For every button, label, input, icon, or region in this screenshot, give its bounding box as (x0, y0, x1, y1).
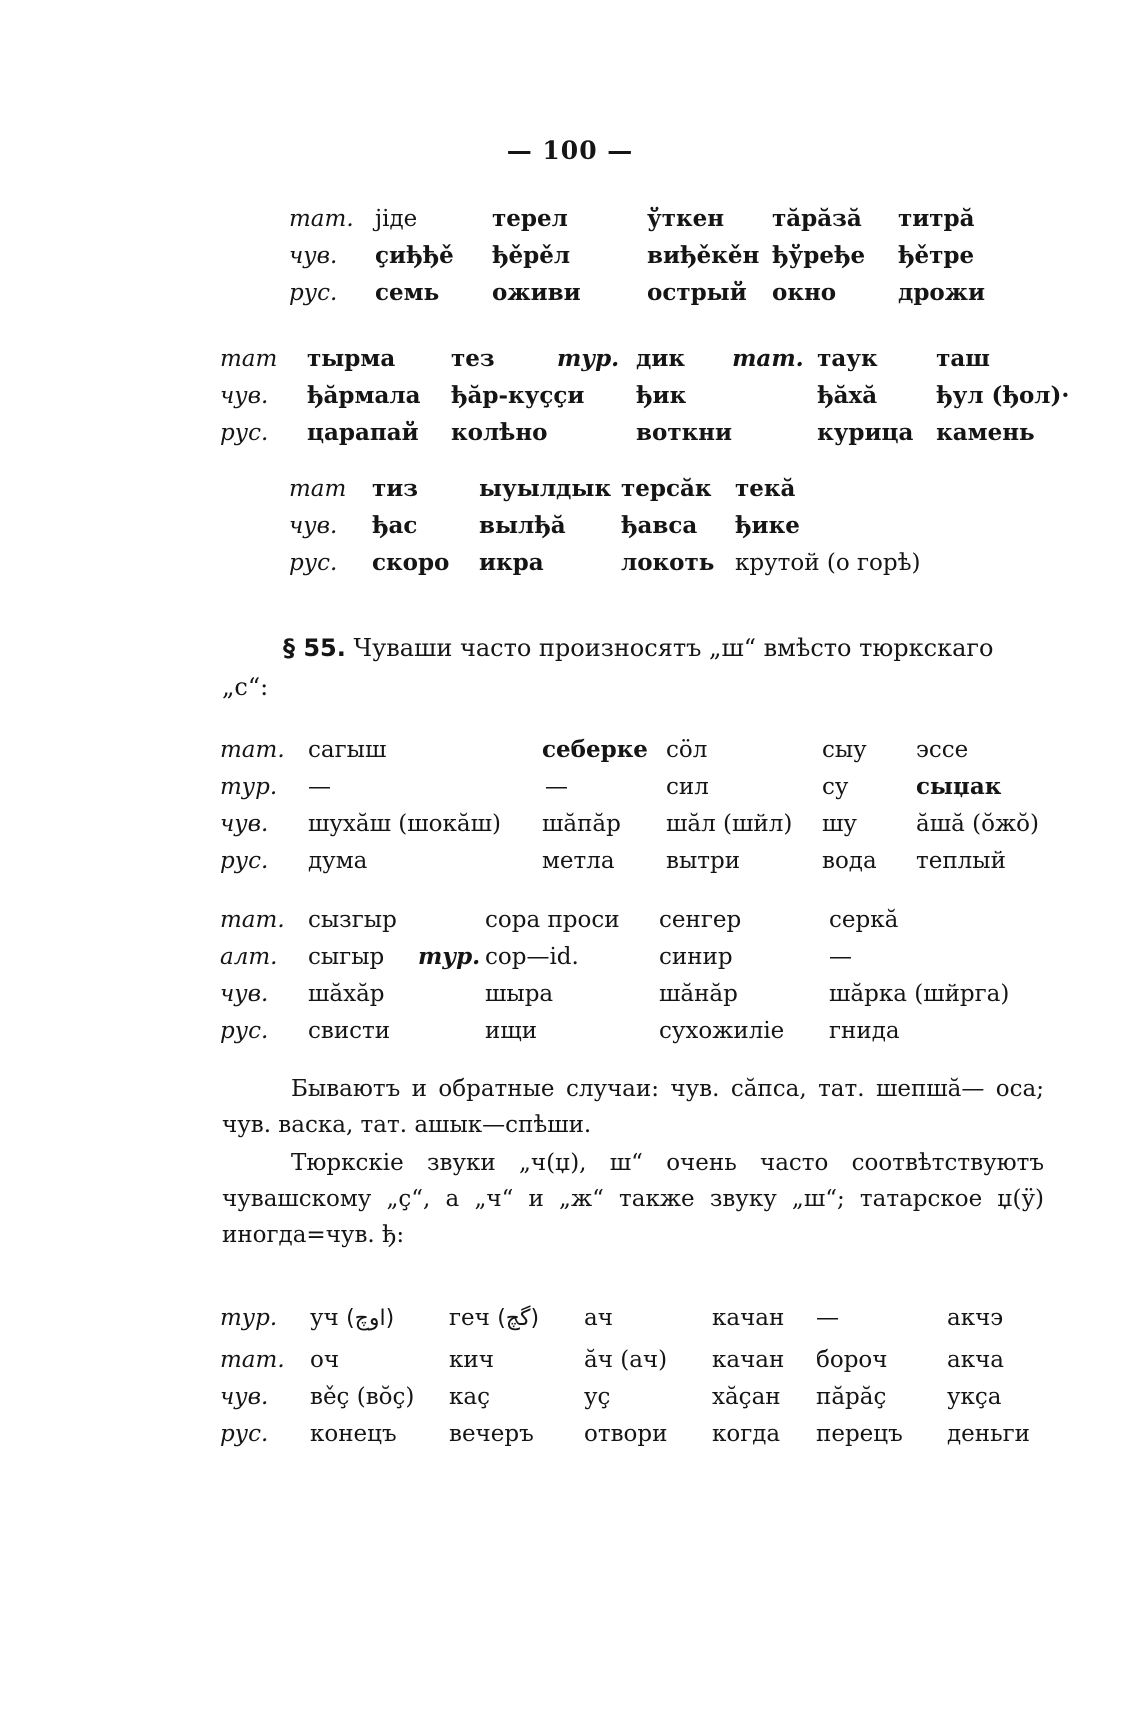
lang-label: тат. (220, 736, 285, 763)
lang-label: чув. (220, 810, 269, 837)
word-cell: качан (712, 1305, 785, 1331)
word-cell: акча (947, 1346, 1005, 1373)
table-row (220, 1378, 1030, 1415)
word-cell (449, 1295, 584, 1341)
section-text: Чуваши часто произносятъ „ш“ вмѣсто тюркскаго (353, 634, 994, 662)
word-text: уч (310, 1305, 339, 1331)
word-cell: семь (375, 279, 440, 306)
word-cell: вылђă (479, 512, 566, 539)
word-cell: шыра (485, 980, 554, 1007)
word-cell: титрă (898, 205, 975, 232)
table-row (220, 1415, 1030, 1452)
word-cell (310, 1295, 449, 1341)
word-cell: сухожиліе (659, 1017, 785, 1044)
word-cell: jiде (375, 205, 418, 232)
table-row (220, 805, 1039, 842)
word-cell: серкă (829, 906, 899, 933)
word-cell: текă (735, 475, 796, 502)
table-row (220, 768, 1039, 805)
lang-label: рус. (220, 847, 269, 874)
word-cell: оживи (492, 279, 581, 306)
word-cell: отвори (584, 1420, 668, 1447)
word-cell: синир (659, 943, 733, 970)
lang-label (418, 901, 485, 938)
word-table-3 (289, 470, 920, 581)
word-cell: тăрăзă (772, 205, 862, 232)
word-cell: ач (584, 1305, 613, 1331)
lang-label (732, 414, 817, 451)
word-table-2 (220, 340, 1069, 451)
lang-label: тур. (418, 943, 481, 970)
lang-label: тат (289, 475, 347, 502)
lang-label: чув. (220, 980, 269, 1007)
word-cell: сора проси (485, 906, 620, 933)
word-cell: вěç (вŏç) (310, 1383, 415, 1410)
word-cell: крутой (о горѣ) (735, 549, 921, 576)
word-cell: окно (772, 279, 837, 306)
word-cell: колѣно (451, 419, 548, 446)
word-cell: сагыш (308, 736, 387, 763)
word-cell: укçа (947, 1383, 1002, 1410)
word-cell: свисти (308, 1017, 391, 1044)
word-cell: — (829, 943, 852, 970)
table-row (220, 340, 1069, 377)
section-number: § 55. (283, 634, 346, 662)
arabic-script: (اوچ) (346, 1306, 395, 1331)
word-cell: — (816, 1305, 839, 1331)
word-cell: пăрăç (816, 1383, 887, 1410)
word-cell: вечеръ (449, 1420, 534, 1447)
word-cell: воткни (636, 419, 733, 446)
word-cell: сыу (822, 736, 867, 763)
word-cell: каç (449, 1383, 490, 1410)
word-cell: ăч (ач) (584, 1346, 668, 1373)
lang-label: тат. (220, 906, 285, 933)
word-cell: — (545, 773, 568, 800)
lang-label (732, 377, 817, 414)
table-row (220, 975, 1009, 1012)
word-cell: вытри (666, 847, 741, 874)
word-cell: курица (817, 419, 914, 446)
lang-label: рус. (289, 549, 338, 576)
word-cell: шăхăр (308, 980, 385, 1007)
word-cell: шу (822, 810, 857, 837)
lang-label: рус. (220, 1017, 269, 1044)
word-cell: сор—id. (485, 943, 579, 970)
lang-label: тур. (557, 345, 620, 372)
word-cell: ђик (636, 382, 687, 409)
word-text: геч (449, 1305, 490, 1331)
table-row (220, 938, 1009, 975)
word-cell: кич (449, 1346, 494, 1373)
word-cell: сыгыр (308, 943, 385, 970)
table-row (289, 470, 920, 507)
word-cell: ђăрмала (307, 382, 421, 409)
word-cell: оч (310, 1346, 340, 1373)
table-row (220, 1341, 1030, 1378)
word-cell: виђěкěн (647, 242, 760, 269)
lang-label: чув. (289, 512, 338, 539)
word-cell: ўткен (647, 205, 725, 232)
lang-label: чув. (289, 242, 338, 269)
table-row (289, 200, 985, 237)
table-row (220, 1012, 1009, 1049)
table-row (289, 237, 985, 274)
lang-label: алт. (220, 943, 278, 970)
paragraph-reverse-cases: Бываютъ и обратные случаи: чув. сăпса, тат. шепшă— оса; чув. васка, тат. ашык—спѣши. (222, 1076, 1044, 1138)
word-cell: дума (308, 847, 368, 874)
table-row (289, 544, 920, 581)
table-row (220, 901, 1009, 938)
word-cell: çиђђě (375, 242, 454, 269)
word-cell: сöл (666, 736, 708, 763)
lang-label: тат. (289, 205, 354, 232)
word-cell: терел (492, 205, 568, 232)
word-cell: тез (451, 345, 495, 372)
word-cell: царапай (307, 419, 419, 446)
word-cell: теплый (916, 847, 1006, 874)
word-cell: шăнăр (659, 980, 738, 1007)
word-cell: су (822, 773, 849, 800)
table-row (220, 731, 1039, 768)
lang-label: тат (220, 345, 278, 372)
lang-label: чув. (220, 382, 269, 409)
word-cell: дик (636, 345, 685, 372)
word-cell: когда (712, 1420, 781, 1447)
word-cell: таук (817, 345, 878, 372)
word-cell: сызгыр (308, 906, 397, 933)
word-cell: шăпăр (542, 810, 621, 837)
word-cell: скоро (372, 549, 450, 576)
table-row (220, 842, 1039, 879)
word-cell: дрожи (898, 279, 986, 306)
word-cell: ђул (ђол)· (936, 382, 1070, 409)
table-row (289, 274, 985, 311)
word-cell: ђике (735, 512, 800, 539)
lang-label: тат. (220, 1346, 285, 1373)
word-cell: конецъ (310, 1420, 397, 1447)
table-row (289, 507, 920, 544)
word-cell: ђěтре (898, 242, 975, 269)
word-cell: акчэ (947, 1305, 1004, 1331)
section-heading (283, 634, 993, 662)
word-cell: локоть (621, 549, 715, 576)
word-table-4 (220, 731, 1039, 879)
word-cell: шухăш (шокăш) (308, 810, 501, 837)
word-cell: икра (479, 549, 544, 576)
word-cell: сыџак (916, 773, 1002, 800)
word-cell: вода (822, 847, 877, 874)
word-table-1 (289, 200, 985, 311)
word-cell: эссе (916, 736, 969, 763)
word-cell: ђěрěл (492, 242, 571, 269)
lang-label: тат. (732, 345, 804, 372)
word-cell: ыуылдык (479, 475, 612, 502)
word-table-5 (220, 901, 1009, 1049)
word-cell: ђăр-куççи (451, 382, 585, 409)
word-cell: качан (712, 1346, 785, 1373)
paragraph-sound-correspondence: Тюркскіе звуки „ч(џ), ш“ очень часто соотвѣтствуютъ чувашскому „ç“, а „ч“ и „ж“ также звуку „ш“; татарское џ(ӱ) иногда=чув. ђ: (222, 1150, 1044, 1248)
table-row (220, 414, 1069, 451)
word-cell: сил (666, 773, 709, 800)
word-cell: тиз (372, 475, 418, 502)
lang-label: тур. (220, 773, 278, 800)
word-cell: метла (542, 847, 615, 874)
lang-label: чув. (220, 1383, 269, 1410)
word-cell: себерке (542, 736, 648, 763)
word-cell: терсăк (621, 475, 712, 502)
word-cell: ăшă (ŏжŏ) (916, 810, 1039, 837)
section-heading-tail: „с“: (222, 673, 269, 701)
word-cell: шăл (шйл) (666, 810, 793, 837)
word-cell: ђăхă (817, 382, 878, 409)
word-cell: тырма (307, 345, 396, 372)
arabic-script: (گچ) (497, 1306, 540, 1331)
word-cell: острый (647, 279, 747, 306)
word-table-6 (220, 1295, 1030, 1452)
word-cell: ищи (485, 1017, 538, 1044)
word-cell: сенгер (659, 906, 742, 933)
lang-label: рус. (289, 279, 338, 306)
word-cell: уç (584, 1383, 611, 1410)
word-cell: деньги (947, 1420, 1031, 1447)
word-cell: бороч (816, 1346, 888, 1373)
word-cell: камень (936, 419, 1035, 446)
word-cell: ђўређе (772, 242, 866, 269)
word-cell: гнида (829, 1017, 900, 1044)
word-cell: перецъ (816, 1420, 903, 1447)
lang-label: тур. (220, 1305, 278, 1331)
table-row (220, 1295, 1030, 1341)
word-cell: таш (936, 345, 990, 372)
table-row (220, 377, 1069, 414)
word-cell: хăçан (712, 1383, 781, 1410)
word-cell: ђавса (621, 512, 698, 539)
word-cell: ђас (372, 512, 418, 539)
word-cell: — (308, 773, 331, 800)
lang-label: рус. (220, 419, 269, 446)
page-number: — 100 — (506, 136, 634, 165)
lang-label: рус. (220, 1420, 269, 1447)
word-cell: шăрка (шйрга) (829, 980, 1010, 1007)
